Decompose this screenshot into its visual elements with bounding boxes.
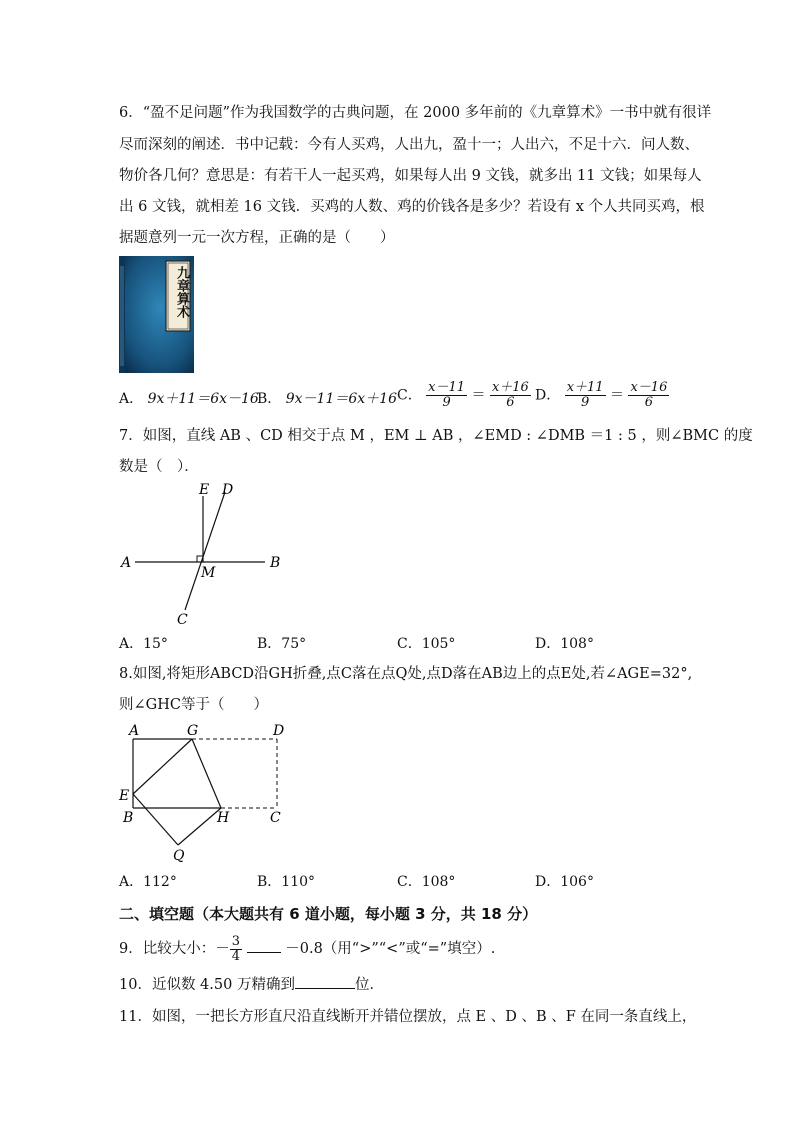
q7-option-a[interactable]: A．15° [119,636,168,652]
q8-option-d[interactable]: D．106° [535,874,594,890]
q6-option-d-fraction-1 [565,381,606,410]
q8-option-c[interactable]: C．108° [397,874,456,890]
q6-option-d-label: D． [535,387,561,404]
q6-option-c-fraction-1 [426,381,467,410]
q8-label-a: A [129,723,140,739]
q6-option-c[interactable] [397,381,531,410]
q6-option-c-label: C． [397,387,422,404]
q8-label-g: G [187,723,199,739]
q6-option-c-fraction-2 [490,381,531,410]
q6-c-num-1: x－11 [428,380,466,395]
q6-c-den-2: 6 [506,395,515,410]
q7-line-2: 数是（ ）． [119,459,199,475]
q6-option-a[interactable] [119,390,259,408]
q6-option-a-label: A． [119,391,144,407]
q6-d-num-2: x－16 [630,380,668,395]
q7-line-1: 7．如图，直线 AB 、CD 相交于点 M ，EM ⊥ AB ，∠EMD : ∠DMB ＝1 : 5 ，则∠BMC 的度 [119,428,753,444]
q8-option-b[interactable]: B．110° [257,874,316,890]
q7-option-d[interactable]: D．108° [535,636,594,652]
q9-prefix: 9．比较大小：－ [119,941,230,957]
q6-line-4: 出 6 文钱，就相差 16 文钱．买鸡的人数、鸡的价钱各是多少？若设有 x 个人共同买鸡，根 [119,199,705,215]
q9-fraction [230,935,242,964]
q6-option-b-label: B． [257,391,282,407]
q6-line-5: 据题意列一元一次方程，正确的是（ ） [119,230,395,246]
q8-line-1: 8.如图,将矩形ABCD沿GH折叠,点C落在点Q处,点D落在AB边上的点E处,若∠AGE=32°, [119,666,693,682]
q7-label-e: E [199,482,210,498]
q9-num: 3 [231,933,241,949]
q8-label-q: Q [173,848,185,864]
q6-option-a-text: 9x＋11＝6x－16 [147,391,259,407]
q8-label-h: H [217,810,230,826]
q8-label-b: B [123,810,134,826]
q6-option-d-fraction-2 [628,381,669,410]
q7-label-b: B [270,555,281,571]
q8-option-a[interactable]: A．112° [119,874,177,890]
q9-answer-blank[interactable] [247,952,281,953]
q6-d-equals: ＝ [610,387,625,404]
q6-line-3: 物价各几何？意思是：有若干人一起买鸡，如果每人出 9 文钱，就多出 11 文钱；如果每人 [119,168,702,184]
q7-label-c: C [177,612,188,628]
q8-label-e: E [119,788,130,804]
q7-line-cd [185,492,225,610]
q7-option-c[interactable]: C．105° [397,636,456,652]
q10-suffix: 位． [354,977,384,993]
q7-figure [115,478,295,628]
q9-suffix: －0.8（用“>”“<”或“=”填空）. [280,941,496,957]
q7-label-a: A [121,555,132,571]
q6-option-d[interactable] [535,381,669,410]
q6-d-den-2: 6 [644,395,654,410]
q8-label-c: C [270,810,281,826]
q6-c-num-2: x＋16 [491,380,529,395]
q6-c-den-1: 9 [442,395,451,410]
q9-line [119,934,495,964]
q6-option-b[interactable] [257,390,397,408]
q7-option-b[interactable]: B．75° [257,636,307,652]
q11-line-1: 11．如图，一把长方形直尺沿直线断开并错位摆放，点 E 、D 、B 、F 在同一条直线上， [119,1009,697,1025]
q6-option-b-text: 9x－11＝6x＋16 [285,391,397,407]
section-fill-in-title: 二、填空题（本大题共有 6 道小题，每小题 3 分，共 18 分） [119,905,538,923]
q8-line-2: 则∠GHC等于（ ） [119,697,268,713]
q8-figure [115,720,295,866]
q8-label-d: D [273,723,285,739]
q9-den: 4 [231,948,241,964]
q7-label-d: D [222,482,234,498]
book-title: 九章算术 [174,266,189,318]
q10-answer-blank[interactable] [295,988,355,989]
q6-line-1: 6．“盈不足问题”作为我国数学的古典问题，在 2000 多年前的《九章算术》一书中就有很详 [119,105,712,121]
q10-line [119,976,384,994]
q6-c-equals: ＝ [471,387,486,404]
q10-prefix: 10．近似数 4.50 万精确到 [119,977,295,993]
q6-d-den-1: 9 [580,395,590,410]
q6-d-num-1: x＋11 [566,380,604,395]
q6-line-2: 尽而深刻的阐述．书中记载：今有人买鸡，人出九，盈十一；人出六，不足十六．问人数、 [119,137,699,153]
q7-label-m: M [201,565,216,581]
